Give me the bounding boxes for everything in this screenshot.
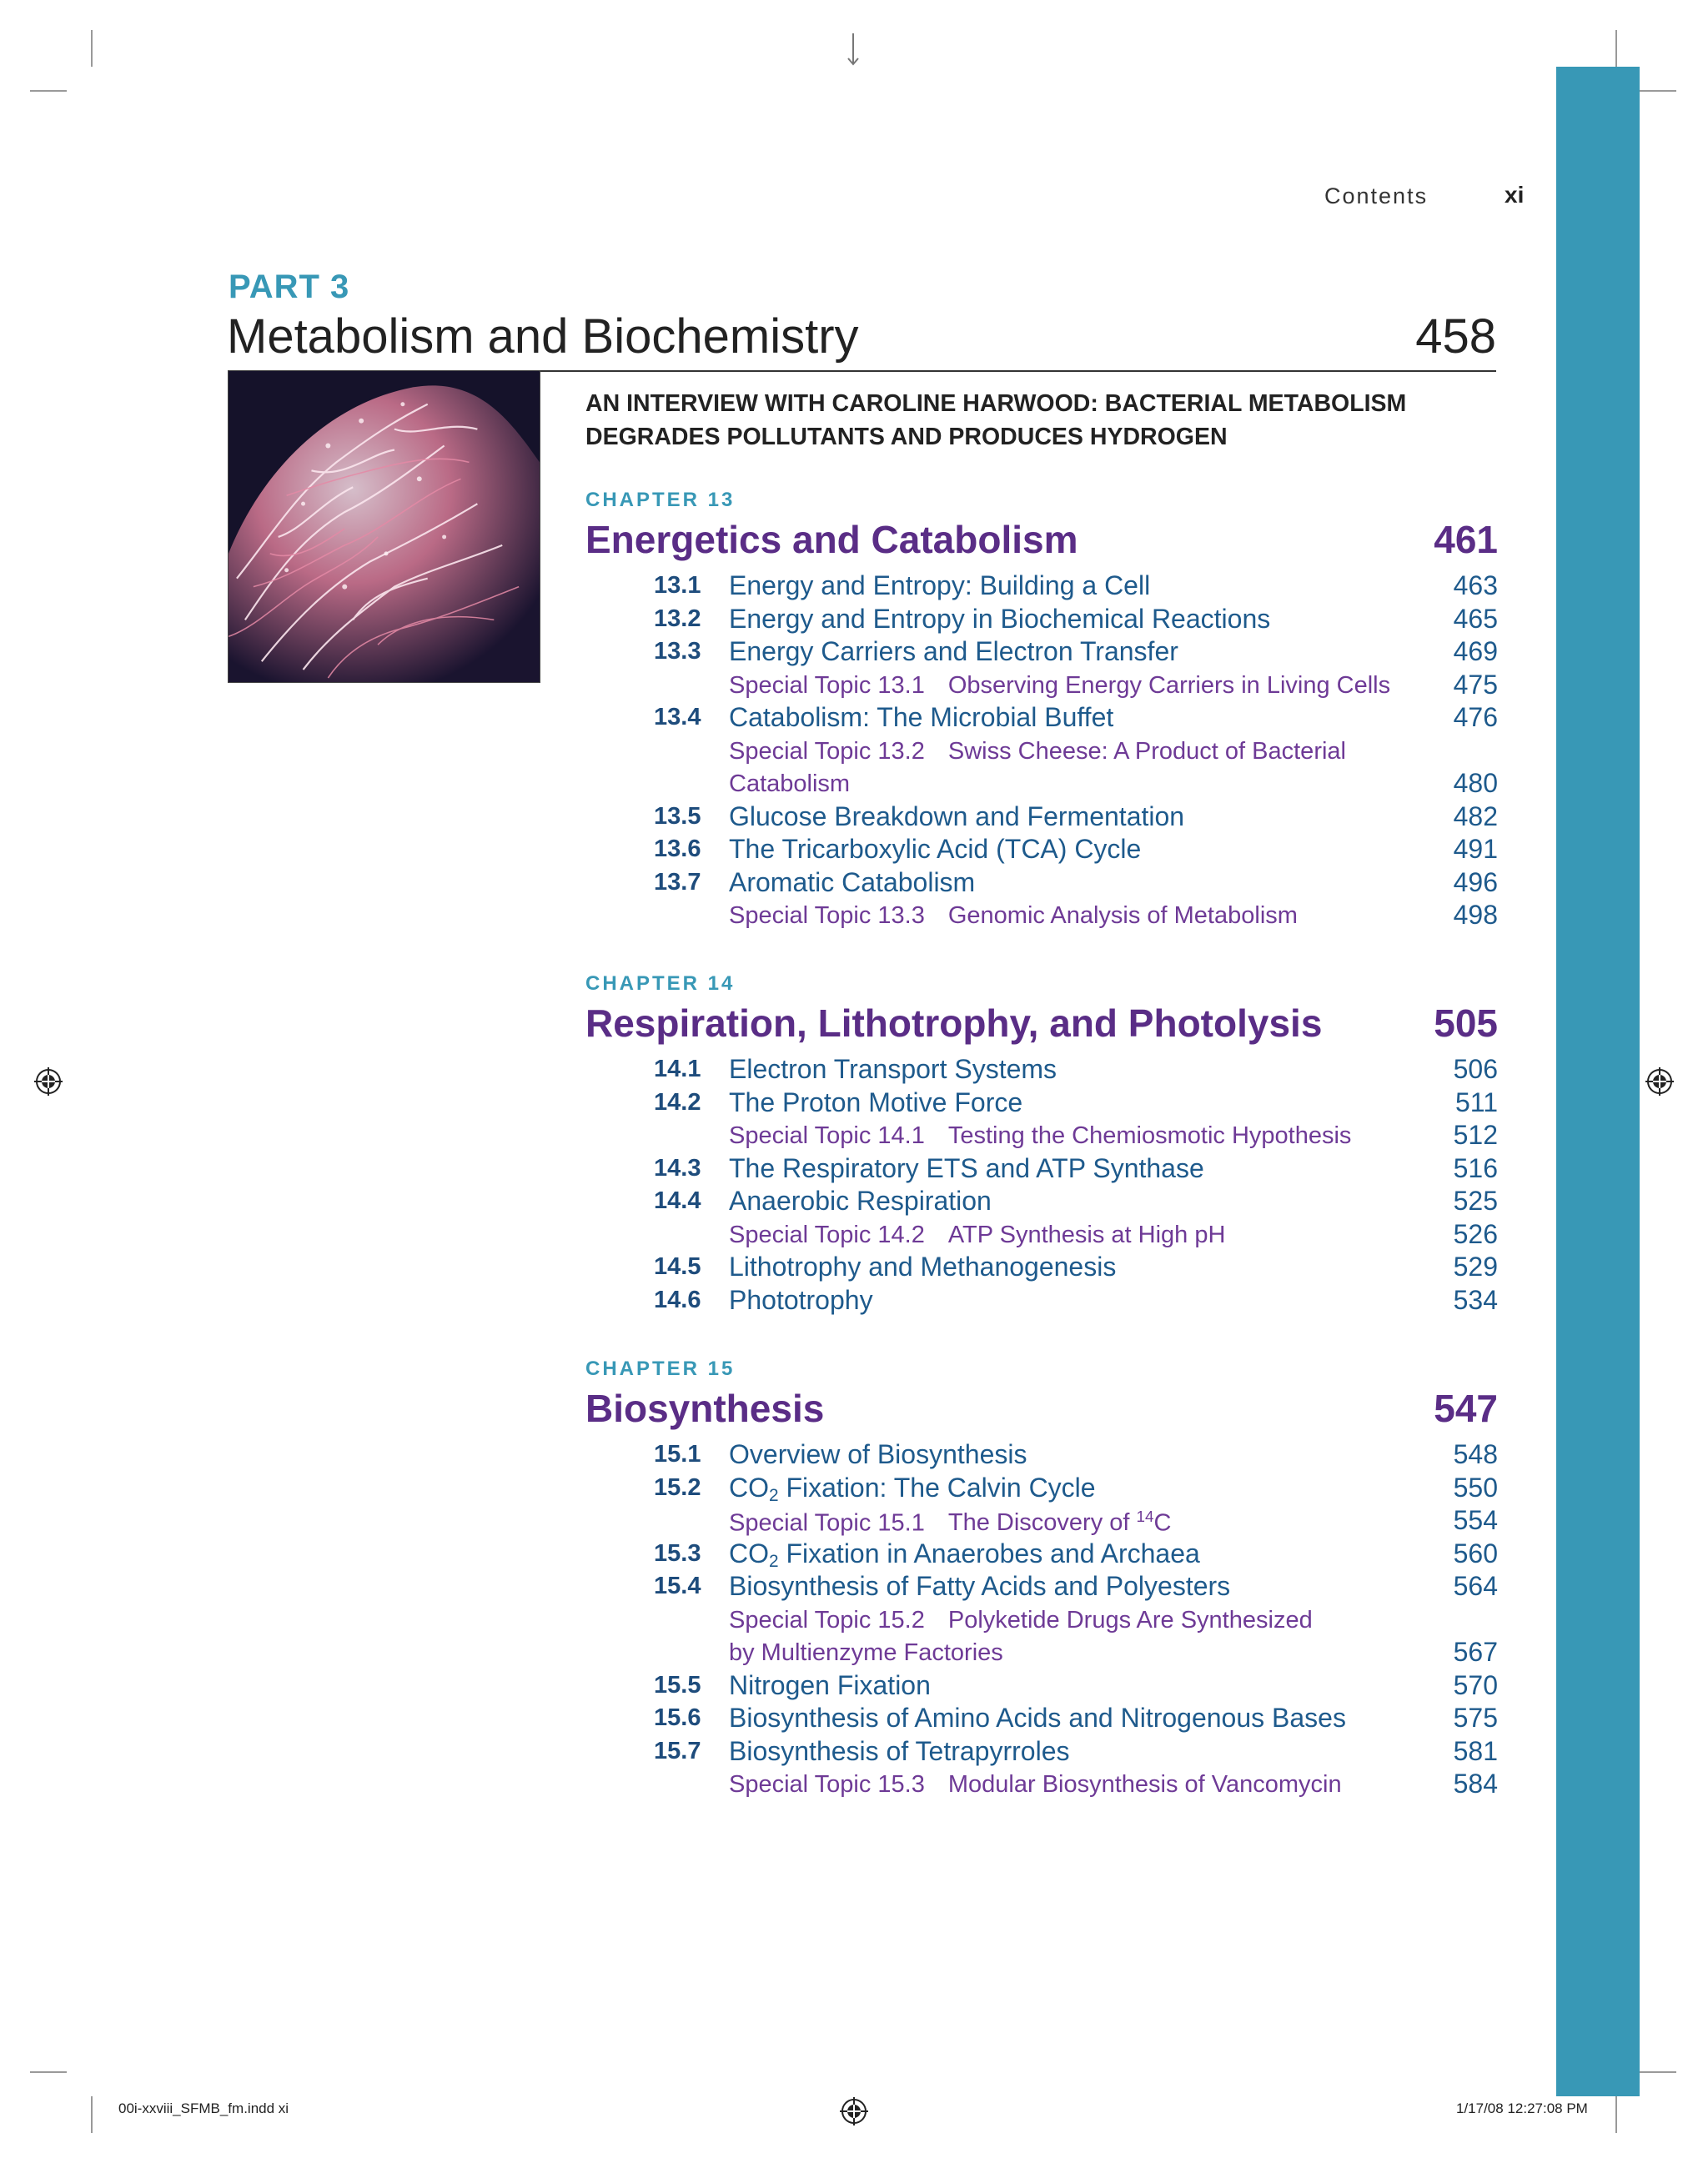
- part-title: Metabolism and Biochemistry: [227, 309, 859, 364]
- section-entry: [585, 1438, 1498, 1471]
- chapter-14-entries: [585, 1052, 1498, 1316]
- section-title-text: Energy and Entropy: Building a Cell: [729, 570, 1151, 600]
- interview-heading: AN INTERVIEW WITH CAROLINE HARWOOD: BACTERIAL METABOLISM DEGRADES POLLUTANTS AND PRODUCES HYDROGEN: [585, 390, 1407, 450]
- entry-page-number: 506: [1453, 1054, 1498, 1084]
- special-topic-line: [729, 1607, 1313, 1634]
- special-topic-line: [729, 1222, 1225, 1249]
- special-topic-title: Testing the Chemiosmotic Hypothesis: [947, 1122, 1352, 1149]
- section-number: 14.4: [654, 1187, 701, 1214]
- section-entry: [585, 1152, 1498, 1185]
- entry-page-number: 554: [1453, 1505, 1498, 1535]
- section-number: 13.2: [654, 605, 701, 632]
- bacteria-micrograph-image: [228, 370, 540, 683]
- special-topic-label: Special Topic 14.1: [729, 1122, 925, 1149]
- special-topic-title: ATP Synthesis at High pH: [947, 1221, 1226, 1248]
- section-title: [729, 702, 1113, 733]
- special-topic-label: Special Topic 13.1: [729, 671, 925, 699]
- section-entry: [585, 602, 1498, 635]
- special-topic-label: Special Topic 15.2: [729, 1606, 925, 1634]
- entry-page-number: 465: [1453, 603, 1498, 634]
- special-topic-line: [729, 1771, 1342, 1799]
- special-topic-title: Polyketide Drugs Are Synthesized: [947, 1606, 1313, 1634]
- chapter-15: [585, 1358, 1498, 1800]
- chapter-label: CHAPTER 14: [585, 972, 736, 995]
- special-topic-entry: [585, 1603, 1498, 1636]
- chapter-label: CHAPTER 15: [585, 1358, 736, 1380]
- section-number: 13.4: [654, 704, 701, 730]
- entry-page-number: 550: [1453, 1472, 1498, 1503]
- special-topic-title-cont: by Multienzyme Factories: [729, 1639, 1003, 1666]
- subscript: 2: [769, 1551, 779, 1571]
- chapter-13-entries: [585, 569, 1498, 931]
- section-number: 13.6: [654, 836, 701, 862]
- section-title: [729, 1571, 1230, 1602]
- section-entry: [585, 700, 1498, 734]
- registration-mark-icon: [840, 2097, 868, 2125]
- special-topic-title: The Discovery of: [947, 1509, 1137, 1537]
- section-entry: [585, 1569, 1498, 1603]
- section-title: [729, 636, 1178, 667]
- special-topic-title: Swiss Cheese: A Product of Bacterial: [947, 737, 1346, 765]
- running-head: Contents: [1324, 183, 1429, 208]
- section-title: [729, 1054, 1057, 1085]
- registration-mark-icon: [1645, 1067, 1674, 1096]
- section-number: 14.5: [654, 1253, 701, 1280]
- entry-page-number: 511: [1454, 1087, 1498, 1117]
- section-title-text: Fixation in Anaerobes and Archaea: [778, 1538, 1200, 1568]
- arrow-down-icon: [841, 33, 866, 67]
- section-title-text: Energy Carriers and Electron Transfer: [729, 636, 1178, 666]
- section-title-text: Phototrophy: [729, 1284, 873, 1315]
- chapter-page-number: 505: [1434, 1001, 1498, 1045]
- special-topic-entry: [585, 1767, 1498, 1800]
- entry-page-number: 512: [1453, 1120, 1498, 1150]
- special-topic-line: [729, 738, 1346, 765]
- special-topic-entry: [585, 1118, 1498, 1152]
- special-topic-label: Special Topic 14.2: [729, 1221, 925, 1248]
- section-entry: [585, 1471, 1498, 1504]
- section-number: 13.1: [654, 572, 701, 599]
- special-topic-title: Modular Biosynthesis of Vancomycin: [947, 1771, 1342, 1798]
- chapter-page-number: 547: [1434, 1387, 1498, 1430]
- special-topic-entry: [585, 668, 1498, 701]
- special-topic-label: Special Topic 15.3: [729, 1771, 925, 1798]
- chapter-page-number: 461: [1434, 518, 1498, 561]
- entry-page-number: 560: [1453, 1538, 1498, 1568]
- special-topic-line: [729, 770, 850, 798]
- section-title-text: Anaerobic Respiration: [729, 1186, 992, 1216]
- special-topic-label: Special Topic 15.1: [729, 1509, 925, 1537]
- crop-mark-icon: [91, 2096, 93, 2133]
- special-topic-label: Special Topic 13.3: [729, 902, 925, 929]
- section-entry: [585, 1184, 1498, 1217]
- section-number: 15.4: [654, 1573, 701, 1599]
- part-page-number: 458: [1415, 309, 1496, 364]
- section-number: 15.5: [654, 1671, 701, 1699]
- section-title: [729, 1186, 992, 1217]
- special-topic-title-cont: Catabolism: [729, 770, 851, 797]
- section-title: [729, 1473, 1096, 1506]
- section-title-text: Energy and Entropy in Biochemical Reactions: [729, 603, 1271, 634]
- entry-page-number: 480: [1453, 768, 1498, 798]
- section-number: 13.5: [654, 802, 701, 830]
- special-topic-line: [729, 1508, 1171, 1537]
- chapter-title: Energetics and Catabolism: [585, 518, 1078, 561]
- section-title: [729, 1252, 1116, 1282]
- subscript: 2: [769, 1485, 779, 1505]
- section-title: [729, 604, 1270, 635]
- entry-page-number: 498: [1453, 900, 1498, 930]
- entry-page-number: 526: [1453, 1218, 1498, 1249]
- slug-timestamp: 1/17/08 12:27:08 PM: [1456, 2100, 1588, 2116]
- section-title-text: Lithotrophy and Methanogenesis: [729, 1252, 1117, 1282]
- entry-page-number: 567: [1453, 1637, 1498, 1667]
- entry-page-number: 476: [1453, 702, 1498, 732]
- section-number: 13.7: [654, 868, 701, 896]
- crop-mark-icon: [1640, 90, 1676, 92]
- section-title: [729, 867, 975, 898]
- entry-page-number: 482: [1453, 800, 1498, 831]
- special-topic-line: [729, 672, 1390, 700]
- special-topic-line: [729, 1639, 1003, 1667]
- section-number: 15.7: [654, 1737, 701, 1764]
- entry-page-number: 516: [1453, 1152, 1498, 1183]
- section-title: [729, 1087, 1022, 1118]
- section-title: [729, 1285, 873, 1316]
- section-entry: [585, 569, 1498, 602]
- section-title: [729, 570, 1150, 601]
- special-topic-title: Observing Energy Carriers in Living Cells: [947, 671, 1391, 699]
- page-folio: xi: [1505, 182, 1525, 208]
- section-title-text: Overview of Biosynthesis: [729, 1439, 1027, 1469]
- section-title-text: Nitrogen Fixation: [729, 1669, 931, 1700]
- crop-mark-icon: [30, 90, 67, 92]
- entry-page-number: 469: [1453, 636, 1498, 666]
- section-title-text: Biosynthesis of Fatty Acids and Polyesters: [729, 1571, 1231, 1601]
- crop-mark-icon: [91, 30, 93, 67]
- formula-prefix: CO: [729, 1538, 769, 1568]
- entry-page-number: 525: [1453, 1186, 1498, 1216]
- special-topic-label: Special Topic 13.2: [729, 737, 925, 765]
- section-entry: [585, 1669, 1498, 1702]
- entry-page-number: 581: [1453, 1735, 1498, 1766]
- section-number: 13.3: [654, 638, 701, 665]
- entry-page-number: 564: [1453, 1571, 1498, 1601]
- section-title-text: The Proton Motive Force: [729, 1087, 1023, 1117]
- special-topic-line: [729, 902, 1298, 930]
- section-entry: [585, 832, 1498, 866]
- section-title-text: Catabolism: The Microbial Buffet: [729, 702, 1114, 732]
- chapter-title: Respiration, Lithotrophy, and Photolysis: [585, 1001, 1323, 1045]
- formula-prefix: CO: [729, 1472, 769, 1503]
- section-title: [729, 1439, 1027, 1470]
- chapter-label: CHAPTER 13: [585, 489, 736, 511]
- special-topic-entry: [585, 1217, 1498, 1251]
- section-title: [729, 1538, 1200, 1572]
- special-topic-line: [729, 1122, 1351, 1150]
- chapter-13: [585, 489, 1498, 931]
- superscript: 14: [1136, 1508, 1154, 1525]
- section-entry: [585, 800, 1498, 833]
- section-title-text: Fixation: The Calvin Cycle: [778, 1472, 1096, 1503]
- section-entry: [585, 1537, 1498, 1570]
- section-entry: [585, 1086, 1498, 1119]
- section-number: 14.2: [654, 1088, 701, 1116]
- section-entry: [585, 1734, 1498, 1768]
- entry-page-number: 475: [1453, 669, 1498, 700]
- section-number: 14.6: [654, 1286, 701, 1313]
- special-topic-entry-continued: [585, 1635, 1498, 1669]
- section-title: [729, 1670, 931, 1701]
- crop-mark-icon: [1615, 30, 1617, 67]
- section-entry: [585, 1052, 1498, 1086]
- section-title-text: The Respiratory ETS and ATP Synthase: [729, 1152, 1204, 1183]
- special-topic-entry: [585, 898, 1498, 931]
- entry-page-number: 534: [1453, 1284, 1498, 1315]
- chapter-title: Biosynthesis: [585, 1387, 825, 1430]
- section-number: 15.2: [654, 1473, 701, 1501]
- entry-page-number: 570: [1453, 1669, 1498, 1700]
- section-title-text: The Tricarboxylic Acid (TCA) Cycle: [729, 834, 1142, 864]
- section-title: [729, 1153, 1204, 1184]
- special-topic-entry: [585, 1503, 1498, 1537]
- entry-page-number: 584: [1453, 1769, 1498, 1799]
- registration-mark-icon: [34, 1067, 63, 1096]
- section-title: [729, 1736, 1069, 1767]
- part-label: PART 3: [229, 268, 350, 305]
- entry-page-number: 575: [1453, 1703, 1498, 1733]
- special-topic-title: Genomic Analysis of Metabolism: [947, 902, 1298, 929]
- crop-mark-icon: [1640, 2071, 1676, 2073]
- special-topic-entry: [585, 734, 1498, 767]
- section-entry: [585, 635, 1498, 668]
- section-title-text: Glucose Breakdown and Fermentation: [729, 800, 1185, 831]
- slug-filename: 00i-xxviii_SFMB_fm.indd xi: [118, 2100, 289, 2116]
- entry-page-number: 529: [1453, 1252, 1498, 1282]
- section-entry: [585, 1701, 1498, 1734]
- section-number: 14.1: [654, 1056, 701, 1082]
- special-topic-entry-continued: [585, 766, 1498, 800]
- section-entry: [585, 1250, 1498, 1283]
- thumb-tab-bar: [1556, 67, 1640, 2096]
- section-entry: [585, 1283, 1498, 1317]
- section-title-text: Biosynthesis of Tetrapyrroles: [729, 1735, 1070, 1766]
- crop-mark-icon: [1615, 2096, 1617, 2133]
- section-title: [729, 1703, 1346, 1734]
- section-title-text: Biosynthesis of Amino Acids and Nitrogenous Bases: [729, 1703, 1346, 1733]
- chapter-15-entries: [585, 1438, 1498, 1800]
- special-topic-title-end: C: [1153, 1509, 1172, 1537]
- section-title: [729, 801, 1184, 832]
- section-title-text: Electron Transport Systems: [729, 1054, 1057, 1084]
- entry-page-number: 491: [1453, 834, 1498, 864]
- section-number: 15.3: [654, 1539, 701, 1567]
- section-number: 15.6: [654, 1704, 701, 1731]
- entry-page-number: 548: [1453, 1439, 1498, 1469]
- section-entry: [585, 866, 1498, 899]
- section-title-text: Aromatic Catabolism: [729, 866, 976, 897]
- crop-mark-icon: [30, 2071, 67, 2073]
- section-title: [729, 834, 1141, 865]
- entry-page-number: 496: [1453, 866, 1498, 897]
- section-number: 15.1: [654, 1441, 701, 1468]
- entry-page-number: 463: [1453, 570, 1498, 600]
- chapter-14: [585, 972, 1498, 1316]
- section-number: 14.3: [654, 1154, 701, 1182]
